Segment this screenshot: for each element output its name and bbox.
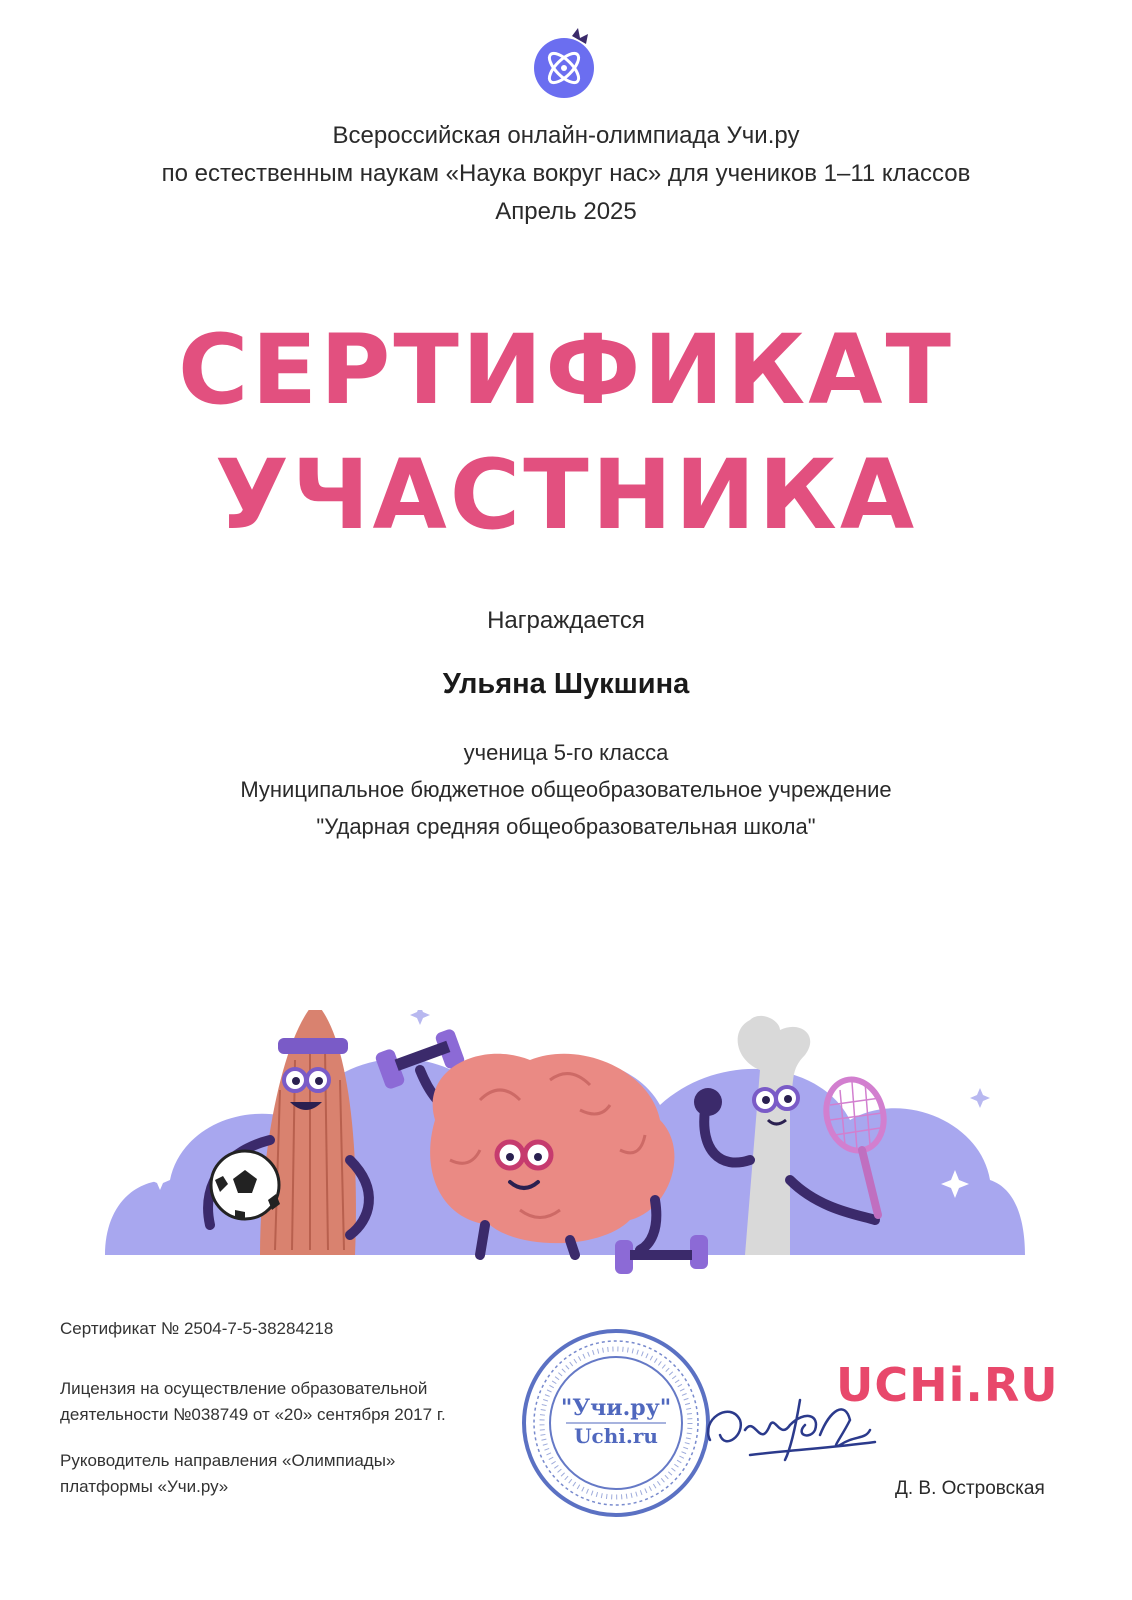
head-line2: платформы «Учи.ру» (60, 1477, 229, 1496)
atom-logo-icon (534, 26, 602, 102)
certificate-title-line2: УЧАСТНИКА (214, 439, 918, 551)
recipient-grade: ученица 5-го класса (463, 740, 669, 765)
olympiad-title: Всероссийская онлайн-олимпиада Учи.ру (332, 122, 800, 149)
certificate-title-line1: СЕРТИФИКАТ (177, 314, 954, 426)
awarded-label: Награждается (487, 607, 645, 634)
certificate-number: Сертификат № 2504-7-5-38284218 (60, 1319, 334, 1338)
round-seal-stamp (518, 1325, 714, 1521)
school-line1: Муниципальное бюджетное общеобразовательное учреждение (240, 777, 892, 802)
recipient-name: Ульяна Шукшина (442, 668, 690, 700)
license-line1: Лицензия на осуществление образовательной (60, 1379, 428, 1398)
sport-characters-illustration (100, 1010, 1030, 1310)
head-line1: Руководитель направления «Олимпиады» (60, 1451, 396, 1470)
olympiad-subject: по естественным наукам «Наука вокруг нас» для учеников 1–11 классов (161, 160, 971, 187)
stamp-text2: Uchi.ru (574, 1424, 658, 1448)
license-line2: деятельности №038749 от «20» сентября 2017 г. (60, 1405, 446, 1424)
olympiad-date: Апрель 2025 (495, 198, 637, 225)
school-line2: "Ударная средняя общеобразовательная школа" (316, 814, 816, 839)
stamp-text1: "Учи.ру" (560, 1395, 672, 1421)
signer-name: Д. В. Островская (895, 1478, 1045, 1499)
uchi-ru-logo: UCHi.RU (836, 1358, 1059, 1412)
